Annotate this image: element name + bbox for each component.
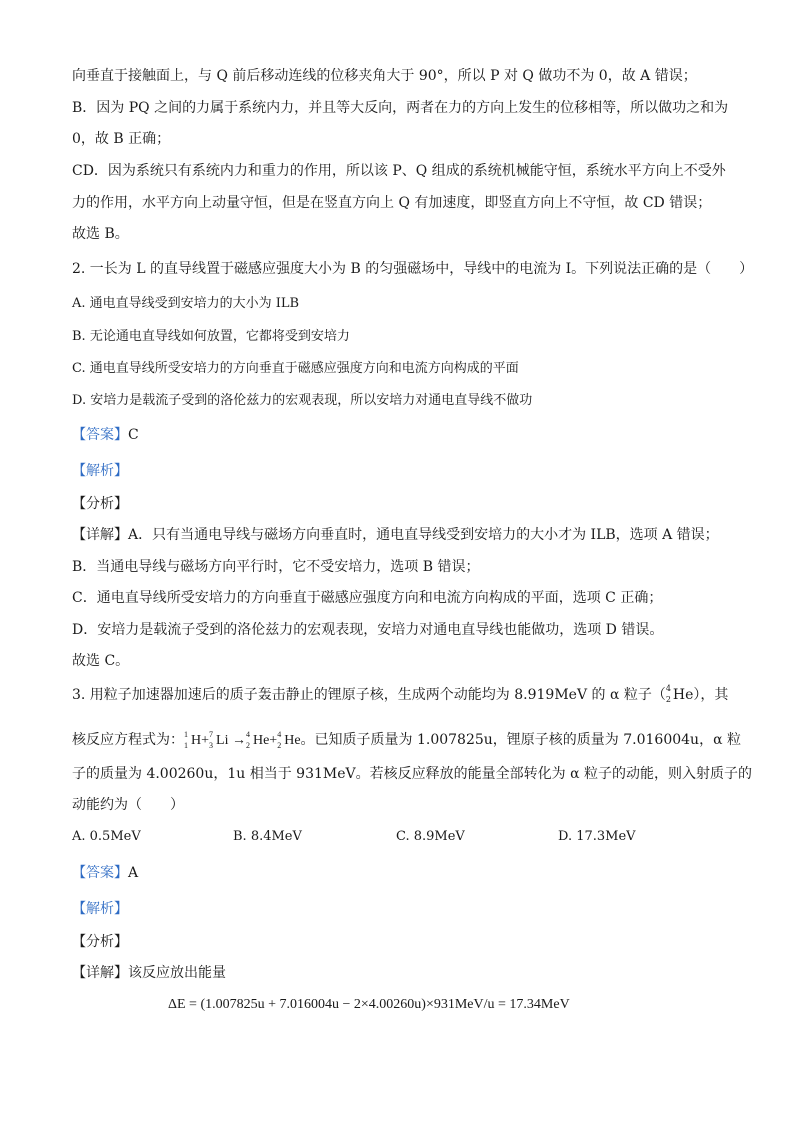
q3-stem-part: 。已知质子质量为 1.007825u，锂原子核的质量为 7.016004u，α 粒 (300, 732, 741, 748)
q2-option-a: A. 通电直导线受到安培力的大小为 ILB (72, 296, 300, 311)
q3-option-d: D. 17.3MeV (558, 829, 636, 844)
q2-detail-line: 故选 C。 (72, 653, 130, 669)
q3-stem-part: He），其 (672, 687, 729, 703)
q2-detail-line: C．通电直导线所受安培力的方向垂直于磁感应强度方向和电流方向构成的平面，选项 C 正确； (72, 590, 663, 606)
q2-detail-line: D．安培力是载流子受到的洛伦兹力的宏观表现，安培力对通电直导线也能做功，选项 D 错误。 (72, 622, 664, 638)
answer-tag: 【答案】 (72, 427, 128, 443)
answer-value: A (128, 865, 139, 881)
q3-reaction-line (72, 730, 741, 751)
q3-detail-line: 【详解】该反应放出能量 (72, 965, 226, 981)
q3-stem-part: 核反应方程式为： (72, 732, 184, 748)
q2-option-c: C. 通电直导线所受安培力的方向垂直于磁感应强度方向和电流方向构成的平面 (72, 361, 519, 376)
q2-jiexi-tag: 【解析】 (72, 463, 128, 479)
q3-stem-line: 动能约为（ ） (72, 797, 184, 813)
text-line: 力的作用，水平方向上动量守恒，但是在竖直方向上 Q 有加速度，即竖直方向上不守恒，故 CD 错误； (72, 195, 712, 211)
answer-value: C (128, 427, 139, 443)
text-line: CD．因为系统只有系统内力和重力的作用，所以该 P、Q 组成的系统机械能守恒，系统水平方向上不受外 (72, 163, 726, 179)
answer-tag: 【答案】 (72, 865, 128, 881)
text-line: 0，故 B 正确； (72, 131, 171, 147)
q3-option-c: C. 8.9MeV (396, 829, 465, 844)
question-2-stem: 2. 一长为 L 的直导线置于磁感应强度大小为 B 的匀强磁场中，导线中的电流为 I。下列说法正确的是（ ） (72, 261, 754, 277)
helium-nuclide: 4 2 (665, 684, 671, 704)
energy-formula: ΔE = (1.007825u + 7.016004u − 2×4.00260u)×931MeV/u = 17.34MeV (168, 997, 570, 1012)
q2-detail-line: B．当通电导线与磁场方向平行时，它不受安培力，选项 B 错误； (72, 559, 480, 575)
text-line: 向垂直于接触面上，与 Q 前后移动连线的位移夹角大于 90°，所以 P 对 Q 做功不为 0，故 A 错误； (72, 68, 697, 84)
q3-jiexi-tag: 【解析】 (72, 901, 128, 917)
q2-detail-line: 【详解】A．只有当通电导线与磁场方向垂直时，通电直导线受到安培力的大小才为 ILB，选项 A 错误； (72, 527, 719, 543)
q2-answer (72, 425, 139, 445)
q3-option-b: B. 8.4MeV (233, 829, 302, 844)
q3-option-a: A. 0.5MeV (72, 829, 141, 844)
q3-fenxi-tag: 【分析】 (72, 934, 128, 950)
q3-stem-line: 子的质量为 4.00260u，1u 相当于 931MeV。若核反应释放的能量全部转化为 α 粒子的动能，则入射质子的 (72, 766, 752, 782)
q3-stem-part: 3. 用粒子加速器加速后的质子轰击静止的锂原子核，生成两个动能均为 8.919MeV 的 α 粒子（ (72, 687, 666, 703)
q2-option-d: D. 安培力是载流子受到的洛伦兹力的宏观表现，所以安培力对通电直导线不做功 (72, 393, 533, 408)
q2-option-b: B. 无论通电直导线如何放置，它都将受到安培力 (72, 329, 350, 344)
q2-fenxi-tag: 【分析】 (72, 496, 128, 512)
nuclear-reaction-equation: 1 1 H+ 7 3 Li → 4 2 He+ 4 2 He (184, 729, 301, 750)
q3-answer (72, 863, 138, 883)
text-line: B．因为 PQ 之间的力属于系统内力，并且等大反向，两者在力的方向上发生的位移相等，所以做功之和为 (72, 100, 729, 116)
question-3-stem (72, 685, 728, 705)
text-line: 故选 B。 (72, 226, 129, 242)
